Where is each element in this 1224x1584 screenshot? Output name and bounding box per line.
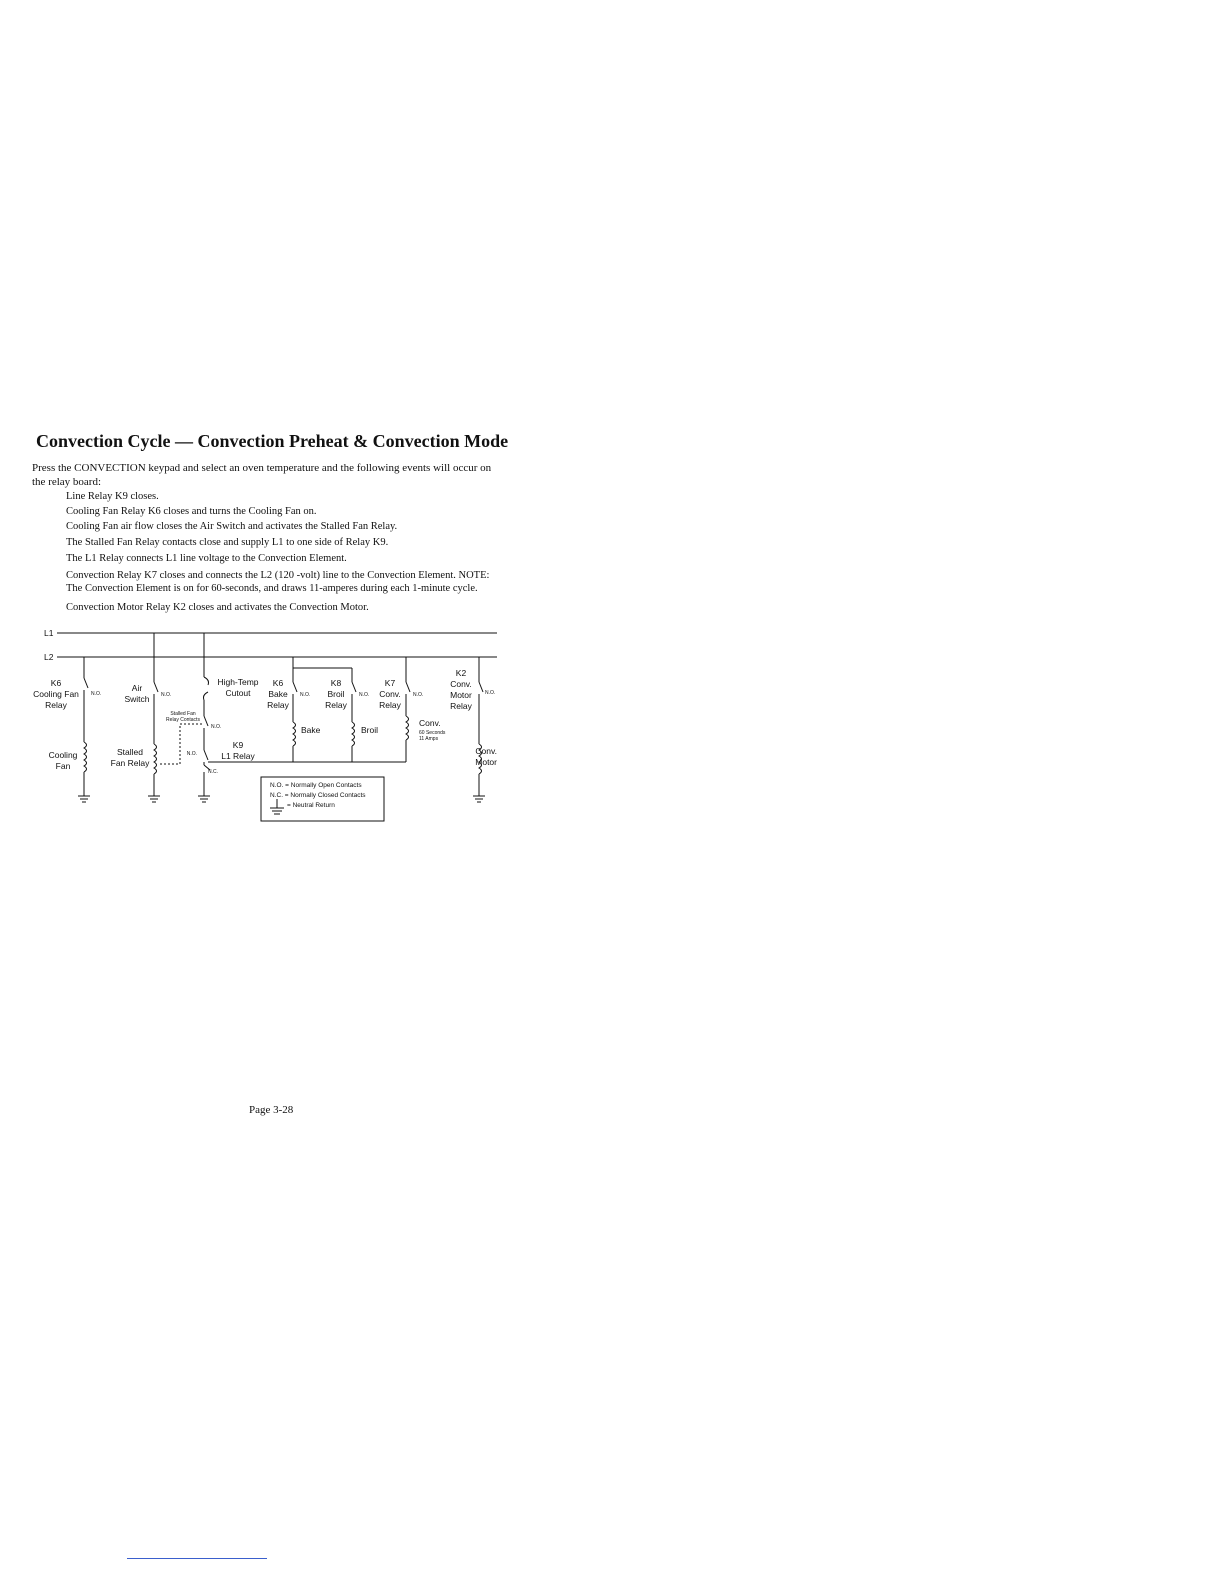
conv-motor-label: Motor <box>475 757 497 767</box>
relay-schematic <box>0 600 510 830</box>
no-contact-label: N.O. <box>359 692 370 698</box>
list-item: • The Stalled Fan Relay contacts close and supply L1 to one side of Relay K9. <box>66 536 510 549</box>
k7-conv-relay-label: Relay <box>379 700 401 710</box>
list-item: • Convection Motor Relay K2 closes and activates the Convection Motor. <box>66 601 510 614</box>
k2-conv-motor-relay-label: Conv. <box>450 679 472 689</box>
k9-l1-relay-label: L1 Relay <box>221 751 255 761</box>
no-contact-label: N.O. <box>91 691 102 697</box>
no-contact-label: N.O. <box>211 724 222 730</box>
ground-symbol <box>473 796 485 802</box>
stalled-fan-relay-label: Fan Relay <box>110 758 150 768</box>
bake-element-label: Bake <box>301 725 321 735</box>
no-contact-label: N.O. <box>413 692 424 698</box>
list-item: • Line Relay K9 closes. <box>66 490 510 503</box>
list-item: • Cooling Fan air flow closes the Air Switch and activates the Stalled Fan Relay. <box>66 520 510 533</box>
conv-element-label: 60 Seconds <box>419 730 446 736</box>
air-switch-label: Switch <box>124 694 150 704</box>
k9-l1-relay-label: K9 <box>232 740 244 750</box>
cooling-fan-coil <box>84 742 87 772</box>
nc-contact-label: N.C. <box>208 769 218 775</box>
ground-symbol <box>78 796 90 802</box>
legend-nc: N.C. = Normally Closed Contacts <box>270 792 366 799</box>
k8-broil-relay-label: Broil <box>327 689 345 699</box>
stalled-fan-contacts-label: Relay Contacts <box>166 717 200 723</box>
page-number: Page 3-28 <box>249 1104 294 1116</box>
list-item <box>66 569 510 595</box>
no-contact-label: N.O. <box>186 751 197 757</box>
k6-bake-relay-label: Bake <box>268 689 288 699</box>
air-switch-label: Air <box>131 683 143 693</box>
stalled-fan-relay-label: Stalled <box>117 747 143 757</box>
k6-bake-relay-label: Relay <box>267 700 289 710</box>
no-contact-label: N.O. <box>300 692 311 698</box>
no-contact-label: N.O. <box>161 692 172 698</box>
stalled-fan-contacts-label: Stalled Fan <box>170 711 196 717</box>
ground-symbol <box>198 796 210 802</box>
list-item: • The L1 Relay connects L1 line voltage to the Convection Element. <box>66 552 510 565</box>
k6-cooling-fan-label: Cooling Fan <box>33 689 79 699</box>
ground-symbol <box>148 796 160 802</box>
list-item-continuation: The Convection Element is on for 60-seconds, and draws 11-amperes during each 1-minute cycle. <box>66 583 478 594</box>
k8-broil-relay-label: K8 <box>330 678 342 688</box>
k6-cooling-fan-label: K6 <box>50 678 62 688</box>
l1-label: L1 <box>44 628 54 638</box>
conv-element-coil <box>406 716 409 740</box>
k2-conv-motor-relay-label: Motor <box>450 690 472 700</box>
conv-element-label: Conv. <box>419 718 441 728</box>
no-contact-label: N.O. <box>485 690 496 696</box>
intro-line-2: the relay board: <box>32 476 102 488</box>
broil-element-coil <box>352 722 355 746</box>
list-item-line: Convection Relay K7 closes and connects the L2 (120 -volt) line to the Convection Element. NOTE: <box>66 570 490 581</box>
page-title: Convection Cycle — Convection Preheat & Convection Mode <box>36 431 509 451</box>
intro-line-1: Press the CONVECTION keypad and select an oven temperature and the following events will occur on <box>32 462 492 474</box>
stalled-fan-relay-coil <box>154 744 157 774</box>
conv-element-label: 11 Amps <box>419 736 439 742</box>
cooling-fan-label: Cooling <box>48 750 78 760</box>
k8-broil-relay-label: Relay <box>325 700 347 710</box>
footer-rule <box>127 1558 267 1559</box>
bake-element-coil <box>293 722 296 746</box>
legend-ground: = Neutral Return <box>287 802 335 809</box>
intro-paragraph <box>32 461 509 489</box>
k6-cooling-fan-label: Relay <box>45 700 67 710</box>
high-temp-cutout-label: High-Temp <box>217 677 259 687</box>
list-item: • Cooling Fan Relay K6 closes and turns the Cooling Fan on. <box>66 505 510 518</box>
k6-bake-relay-label: K6 <box>272 678 284 688</box>
k7-conv-relay-label: Conv. <box>379 689 401 699</box>
conv-motor-label: Conv. <box>475 746 497 756</box>
broil-element-label: Broil <box>361 725 379 735</box>
high-temp-cutout-label: Cutout <box>225 688 251 698</box>
l2-label: L2 <box>44 652 54 662</box>
legend-no: N.O. = Normally Open Contacts <box>270 782 362 789</box>
k2-conv-motor-relay-label: Relay <box>450 701 472 711</box>
k7-conv-relay-label: K7 <box>384 678 396 688</box>
cooling-fan-label: Fan <box>55 761 71 771</box>
k2-conv-motor-relay-label: K2 <box>455 668 467 678</box>
